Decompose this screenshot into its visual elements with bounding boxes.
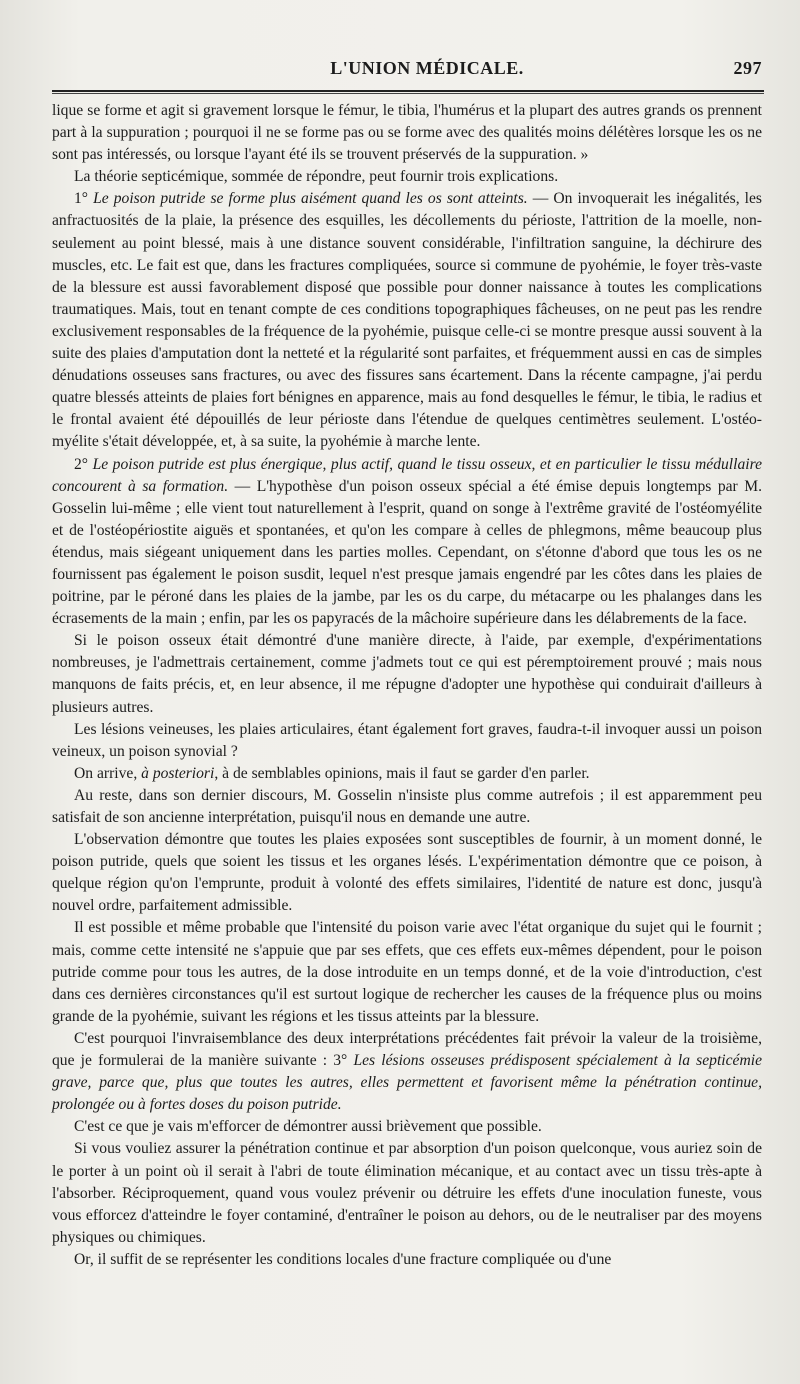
- text-run: C'est pourquoi l'invraisemblance des deux interprétations précédentes fait prévoir la valeur de la troisième, que je formulerai de la manière suivante : 3°: [52, 1029, 762, 1070]
- text-run: L'observation démontre que toutes les plaies exposées sont susceptibles de fournir, à un moment donné, le poison putride, quels que soient les tissus et les organes lésés. L'expérimentation démontre que ce poison, à quelque région qu'on l'emprunte, produit à volonté des effets similaires, l'identité de nature est donc, jusqu'à nouvel ordre, parfaitement admissible.: [52, 831, 762, 915]
- paragraph: [52, 1116, 762, 1138]
- text-run: Au reste, dans son dernier discours, M. Gosselin n'insiste plus comme autrefois ; il est apparemment peu satisfait de son ancienne interprétation, puisqu'il nous en demande une autre.: [52, 786, 762, 826]
- text-run: Il est possible et même probable que l'intensité du poison varie avec l'état organique du sujet qui le fournit ; mais, comme cette intensité ne s'appuie que par ses effets, que ces effets eux-mêmes dépendent, pour le poison putride comme pour tous les autres, de la dose introduite en un temps donné, et de la voie d'introduction, c'est dans ces dernières circonstances qu'il est surtout logique de rechercher les causes de la fréquence plus ou moins grande de la pyohémie, suivant les régions et les tissus atteints par la blessure.: [52, 919, 762, 1025]
- text-run: C'est ce que je vais m'efforcer de démontrer aussi brièvement que possible.: [74, 1118, 542, 1136]
- paragraph: [52, 785, 762, 829]
- paragraph: [52, 630, 762, 718]
- text-run: lique se forme et agit si gravement lorsque le fémur, le tibia, l'humérus et la plupart des autres grands os prennent part à la suppuration ; pourquoi il ne se forme pas ou se forme avec des qualités moins délétères lorsque les os ne sont pas intéressés, ou lorsque l'ayant été ils se trouvent préservés de la suppuration. »: [52, 102, 762, 164]
- italic-text: Le poison putride est plus énergique, plus actif, quand le tissu osseux, et en particulier le tissu médullaire concourent à sa formation.: [52, 455, 762, 495]
- paragraph: [52, 1249, 762, 1271]
- paragraph: [52, 454, 762, 631]
- text-run: On arrive,: [74, 764, 142, 782]
- text-run: Si le poison osseux était démontré d'une manière directe, à l'aide, par exemple, d'expérimentations nombreuses, je l'admettrais certainement, comme j'admets tout ce qui est péremptoirement prouvé ; mais nous manquons de faits précis, et, en leur absence, il me répugne d'adopter une hypothèse qui conduirait d'ailleurs à plusieurs autres.: [52, 632, 762, 716]
- paragraph: [52, 1028, 762, 1116]
- running-header: [52, 58, 762, 88]
- text-run: Les lésions veineuses, les plaies articulaires, étant également fort graves, faudra-t-il invoquer aussi un poison veineux, un poison synovial ?: [52, 720, 762, 760]
- paragraph: [52, 1138, 762, 1248]
- paragraph: [52, 188, 762, 453]
- text-run: Or, il suffit de se représenter les conditions locales d'une fracture compliquée ou d'une: [74, 1250, 612, 1268]
- text-run: 2°: [74, 455, 93, 473]
- paragraph: [52, 917, 762, 1027]
- text-run: — L'hypothèse d'un poison osseux spécial a été émise depuis longtemps par M. Gosselin lui-même ; elle vient tout naturellement à l'esprit, quand on songe à l'extrême gravité de l'ostéomyélite et de l'ostéopériostite aiguës et spontanées, et qu'on les compare à celles de phlegmons, même beaucoup plus étendus, mais siégeant uniquement dans les parties molles. Cependant, on s'étonne d'abord que tous les os ne fournissent pas également le poison susdit, lequel n'est presque jamais engendré par les côtes dans les plaies de poitrine, par le péroné dans les plaies de la jambe, par les os du carpe, du métacarpe ou les phalanges dans les écrasements de la main ; enfin, par les os papyracés de la mâchoire supérieure dans les délabrements de la face.: [52, 477, 763, 628]
- italic-text: à posteriori: [141, 764, 215, 782]
- text-run: , à de semblables opinions, mais il faut se garder d'en parler.: [214, 764, 590, 782]
- text-run: — On invoquerait les inégalités, les anfractuosités de la plaie, la présence des esquilles, les décollements du périoste, l'attrition de la moelle, non-seulement au point blessé, mais à une distance souvent considérable, l'infiltration sanguine, la déchirure des muscles, etc. Le fait est que, dans les fractures compliquées, source si commune de pyohémie, le foyer très-vaste de la blessure est aussi favorablement disposé que possible pour donner naissance à toutes les complications traumatiques. Mais, tout en tenant compte de ces conditions topographiques fâcheuses, on ne peut pas les rendre exclusivement responsables de la fréquence de la pyohémie, puisque celle-ci se montre presque aussi souvent à la suite des plaies d'amputation dont la netteté et la régularité sont parfaites, et fréquemment aussi en cas de simples dénudations osseuses sans fractures, ou avec des fissures sans écartement. Dans la récente campagne, j'ai perdu quatre blessés atteints de plaies fort bénignes en apparence, mais au fond desquelles le fémur, le tibia, le radius et le frontal avaient été dépouillés de leur périoste dans l'étendue de quelques centimètres seulement. L'ostéo-myélite s'était développée, et, à sa suite, la pyohémie à marche lente.: [52, 190, 762, 451]
- journal-title: L'UNION MÉDICALE.: [330, 58, 524, 78]
- paragraph: [52, 719, 762, 763]
- text-run: La théorie septicémique, sommée de répondre, peut fournir trois explications.: [74, 168, 559, 186]
- paragraph: [52, 829, 762, 917]
- italic-text: Le poison putride se forme plus aisément quand les os sont atteints.: [93, 190, 528, 208]
- text-run: 1°: [74, 190, 94, 208]
- italic-text: Les lésions osseuses prédisposent spécialement à la septicémie grave, parce que, plus que toutes les autres, elles permettent et favorisent même la pénétration continue, prolongée ou à fortes doses du poison putride.: [52, 1052, 762, 1114]
- header-rule: [52, 90, 764, 94]
- article-body: [52, 100, 762, 1271]
- paragraph: [52, 763, 762, 785]
- paragraph: [52, 100, 762, 166]
- paragraph: [52, 166, 762, 188]
- text-run: Si vous vouliez assurer la pénétration continue et par absorption d'un poison quelconque, vous auriez soin de le porter à un point où il serait à l'abri de toute élimination mécanique, et au contact avec un tissu très-apte à l'absorber. Réciproquement, quand vous voulez prévenir ou détruire les effets d'une inoculation funeste, vous vous efforcez d'atteindre le foyer contaminé, d'entraîner le poison au dehors, ou de le neutraliser par des moyens physiques ou chimiques.: [52, 1140, 762, 1246]
- page-number: 297: [733, 58, 762, 78]
